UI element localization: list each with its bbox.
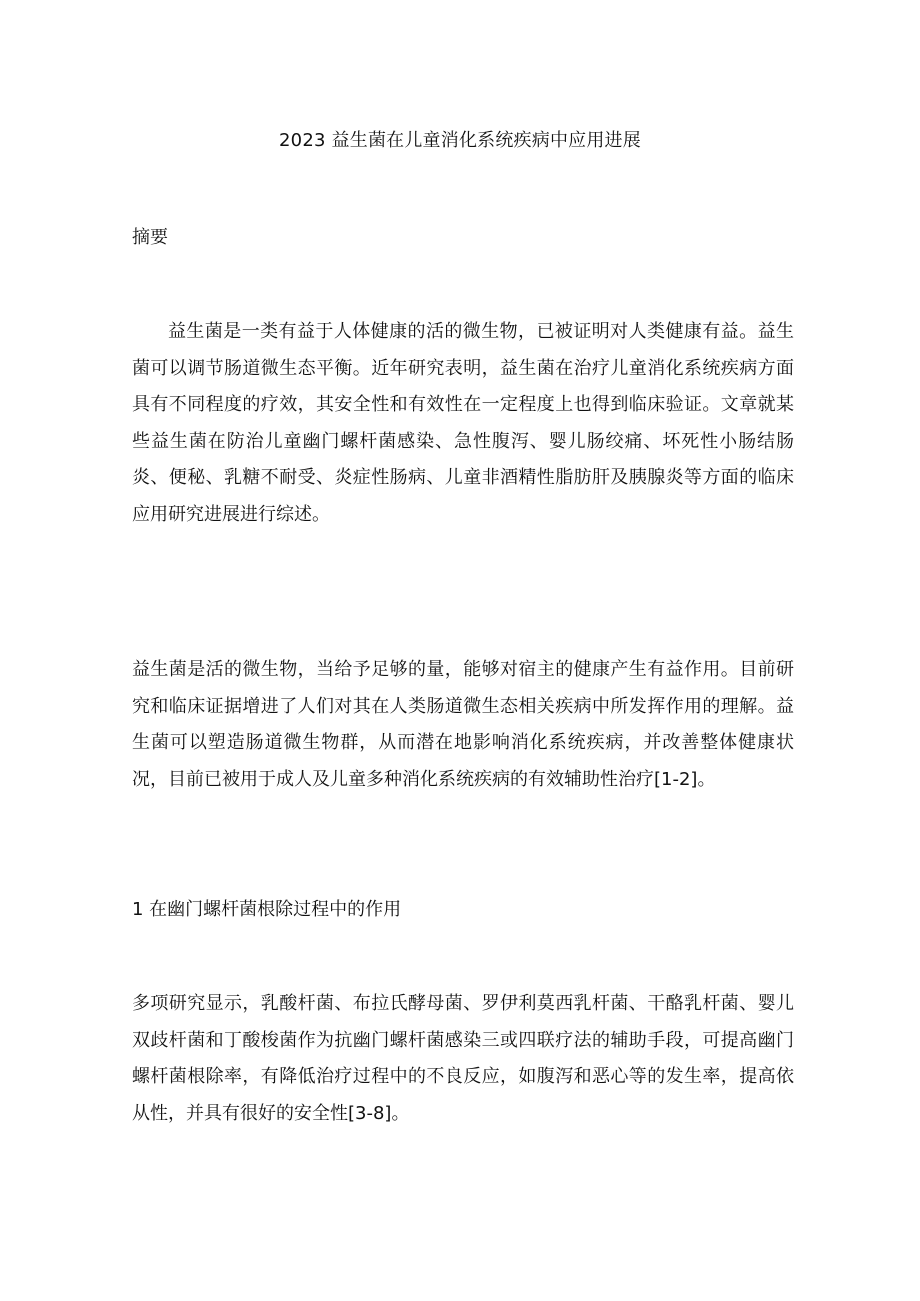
- abstract-heading: 摘要: [132, 227, 168, 248]
- section-1-heading: 1 在幽门螺杆菌根除过程中的作用: [132, 899, 402, 920]
- document-title: 2023 益生菌在儿童消化系统疾病中应用进展: [279, 130, 641, 151]
- section-1-paragraph: 多项研究显示，乳酸杆菌、布拉氏酵母菌、罗伊利莫西乳杆菌、干酪乳杆菌、婴儿双歧杆菌和丁酸梭菌作为抗幽门螺杆菌感染三或四联疗法的辅助手段，可提高幽门螺杆菌根除率，有降低治疗过程中的不良反应，如腹泻和恶心等的发生率，提高依从性，并具有很好的安全性[3-8]。: [132, 993, 794, 1124]
- intro-paragraph: 益生菌是活的微生物，当给予足够的量，能够对宿主的健康产生有益作用。目前研究和临床证据增进了人们对其在人类肠道微生态相关疾病中所发挥作用的理解。益生菌可以塑造肠道微生物群，从而潜在地影响消化系统疾病，并改善整体健康状况，目前已被用于成人及儿童多种消化系统疾病的有效辅助性治疗[1-2]。: [132, 659, 794, 790]
- abstract-paragraph: 益生菌是一类有益于人体健康的活的微生物，已被证明对人类健康有益。益生菌可以调节肠道微生态平衡。近年研究表明，益生菌在治疗儿童消化系统疾病方面具有不同程度的疗效，其安全性和有效性在一定程度上也得到临床验证。文章就某些益生菌在防治儿童幽门螺杆菌感染、急性腹泻、婴儿肠绞痛、坏死性小肠结肠炎、便秘、乳糖不耐受、炎症性肠病、儿童非酒精性脂肪肝及胰腺炎等方面的临床应用研究进展进行综述。: [132, 321, 794, 525]
